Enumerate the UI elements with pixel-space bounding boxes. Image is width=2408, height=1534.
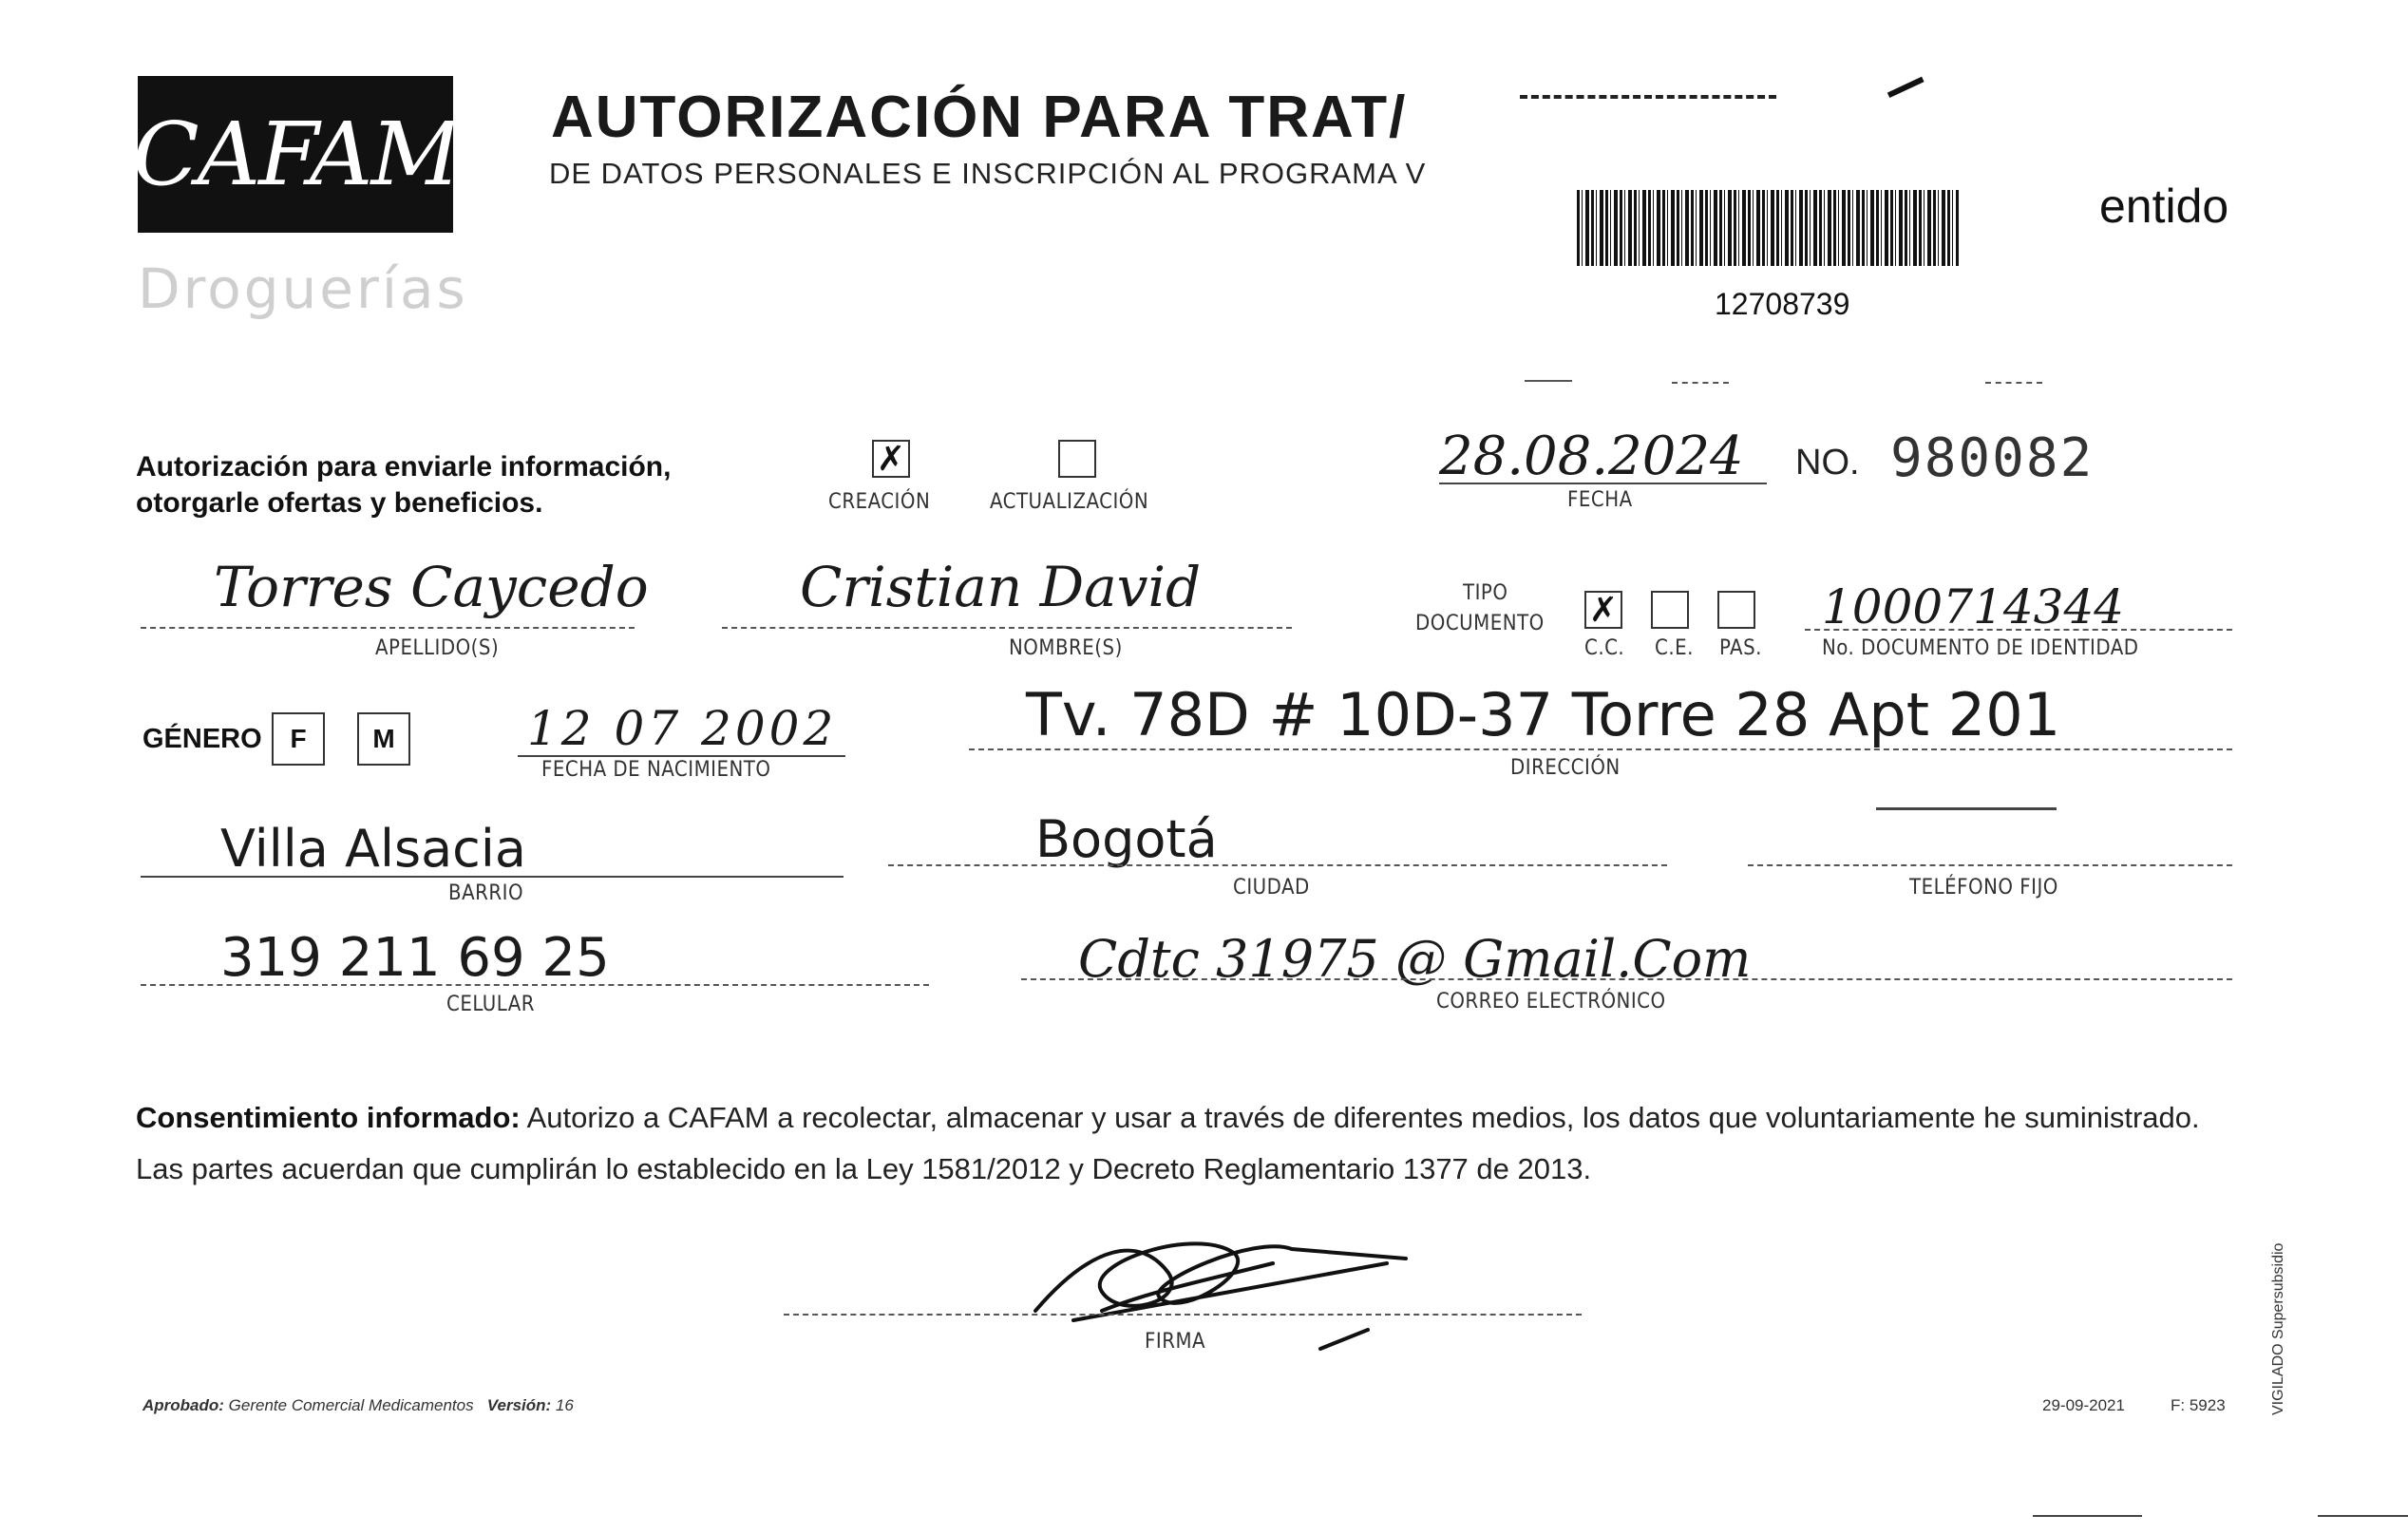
- form-subtitle: DE DATOS PERSONALES E INSCRIPCIÓN AL PROGRAMA V: [549, 157, 1427, 190]
- celular-line: [141, 984, 929, 986]
- bottom-mark: [2318, 1515, 2408, 1517]
- documento-line: [1805, 629, 2232, 631]
- ciudad-label: CIUDAD: [1233, 876, 1310, 900]
- version-value: 16: [555, 1396, 574, 1414]
- gender-m-box[interactable]: M: [357, 712, 410, 766]
- ciudad-value: Bogotá: [1035, 809, 1218, 869]
- no-value: 980082: [1890, 427, 2095, 489]
- ce-checkbox[interactable]: [1651, 591, 1689, 629]
- actualizacion-checkbox[interactable]: [1058, 440, 1096, 478]
- documento-number-label: No. DOCUMENTO DE IDENTIDAD: [1822, 636, 2139, 660]
- direccion-label: DIRECCIÓN: [1510, 756, 1621, 780]
- telefono-stroke: [1876, 807, 2057, 810]
- actualizacion-label: ACTUALIZACIÓN: [990, 490, 1149, 514]
- consent-line2: Las partes acuerdan que cumplirán lo establecido en la Ley 1581/2012 y Decreto Reglamentario 1377 de 2013.: [136, 1152, 1592, 1185]
- cafam-logo: [132, 76, 459, 233]
- correo-line: [1021, 978, 2232, 980]
- fecha-line: [1439, 483, 1767, 484]
- celular-value: 319 211 69 25: [220, 927, 610, 989]
- correo-label: CORREO ELECTRÓNICO: [1436, 990, 1666, 1013]
- form-title: AUTORIZACIÓN PARA TRAT/: [551, 85, 1408, 150]
- nombres-value: Cristian David: [800, 555, 1202, 619]
- footer-date: 29-09-2021: [2042, 1396, 2125, 1414]
- consent-line1: Autorizo a CAFAM a recolectar, almacenar y usar a través de diferentes medios, los datos que voluntariamente he suministrado.: [520, 1101, 2200, 1134]
- creacion-label: CREACIÓN: [828, 490, 931, 514]
- apellidos-label: APELLIDO(S): [375, 636, 500, 660]
- documento-value: 1000714344: [1822, 579, 2125, 634]
- nacimiento-label: FECHA DE NACIMIENTO: [541, 758, 771, 782]
- consent-heading: Consentimiento informado:: [136, 1101, 521, 1134]
- aprobado-value: Gerente Comercial Medicamentos: [228, 1396, 474, 1414]
- barcode-number: 12708739: [1715, 287, 1850, 321]
- bottom-mark: [2033, 1515, 2142, 1517]
- footer-code: F: 5923: [2171, 1396, 2226, 1414]
- authorization-heading-line2: otorgarle ofertas y beneficios.: [136, 487, 543, 519]
- cc-checkbox[interactable]: ✗: [1584, 591, 1622, 629]
- nombres-label: NOMBRE(S): [1009, 636, 1123, 660]
- nacimiento-value: 12 07 2002: [527, 701, 838, 756]
- documento-label: DOCUMENTO: [1415, 612, 1545, 635]
- gender-f-box[interactable]: F: [272, 712, 325, 766]
- logo-text: CAFAM: [132, 104, 459, 205]
- apellidos-line: [141, 627, 635, 629]
- consent-text: [136, 1092, 2235, 1195]
- direccion-value: Tv. 78D # 10D-37 Torre 28 Apt 201: [1026, 680, 2061, 749]
- authorization-heading-line1: Autorización para enviarle información,: [136, 451, 672, 483]
- nacimiento-line: [518, 755, 845, 757]
- fecha-value: 28.08.2024: [1439, 426, 1744, 487]
- cut-off-text: entido: [2099, 180, 2229, 233]
- telefono-label: TELÉFONO FIJO: [1909, 876, 2058, 900]
- signature-scribble: [1007, 1206, 1463, 1358]
- correo-value: Cdtc 31975 @ Gmail.Com: [1078, 929, 1752, 989]
- pas-label: PAS.: [1719, 636, 1762, 660]
- vigilado-vertical: VIGILADO Supersubsidio: [2270, 1242, 2286, 1415]
- aprobado-label: Aprobado:: [142, 1396, 224, 1414]
- sticker-edge: [1520, 95, 1776, 102]
- divider-dash: [1672, 382, 1729, 384]
- footer-aprobado: [142, 1396, 574, 1415]
- authorization-heading: [136, 449, 671, 521]
- barcode: [1577, 190, 1959, 266]
- genero-label: GÉNERO: [142, 724, 262, 754]
- pas-checkbox[interactable]: [1717, 591, 1755, 629]
- telefono-line: [1748, 864, 2232, 866]
- barrio-value: Villa Alsacia: [220, 819, 526, 879]
- ce-label: C.E.: [1655, 636, 1694, 660]
- no-label: NO.: [1795, 443, 1860, 483]
- celular-label: CELULAR: [446, 993, 536, 1016]
- direccion-line: [969, 748, 2232, 750]
- cc-label: C.C.: [1584, 636, 1625, 660]
- nombres-line: [722, 627, 1292, 629]
- barrio-label: BARRIO: [448, 881, 524, 905]
- signature-line: [784, 1314, 1582, 1316]
- firma-label: FIRMA: [1145, 1330, 1206, 1354]
- logo-subtitle: Droguerías: [138, 256, 468, 321]
- version-label: Versión:: [486, 1396, 552, 1414]
- barrio-line: [141, 876, 844, 878]
- tipo-label: TIPO: [1463, 581, 1508, 605]
- apellidos-value: Torres Caycedo: [214, 555, 649, 619]
- divider-dash: [1985, 382, 2042, 384]
- creacion-checkbox[interactable]: ✗: [872, 440, 910, 478]
- ciudad-line: [888, 864, 1667, 866]
- fecha-label: FECHA: [1567, 488, 1633, 512]
- divider-dash: [1525, 380, 1572, 382]
